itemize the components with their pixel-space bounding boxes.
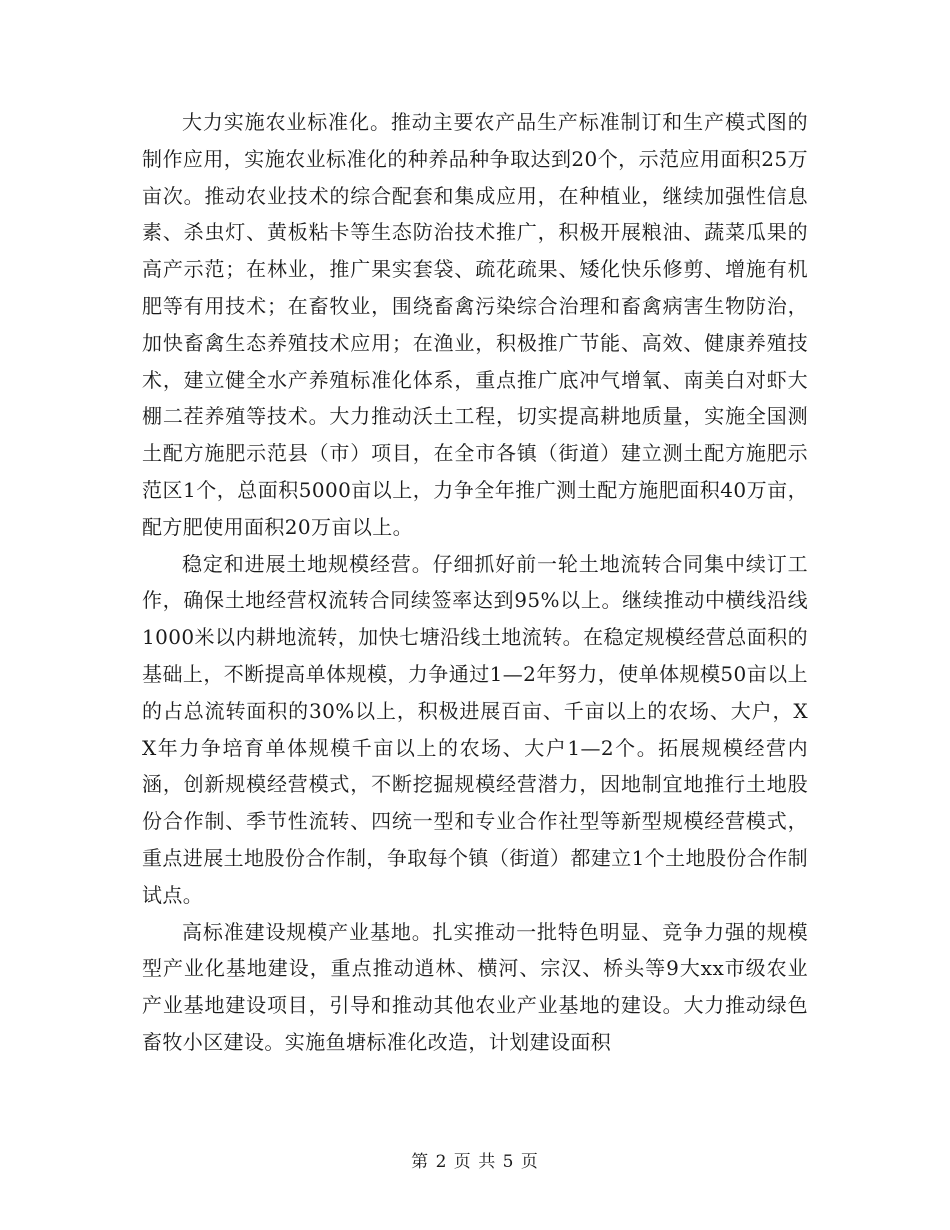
document-body [142, 104, 808, 1061]
paragraph-industrial-base: 高标准建设规模产业基地。扎实推动一批特色明显、竞争力强的规模型产业化基地建设，重点推动逍林、横河、宗汉、桥头等9大xx市级农业产业基地建设项目，引导和推动其他农业产业基地的建设。大力推动绿色畜牧小区建设。实施鱼塘标准化改造，计划建设面积 [142, 919, 808, 1054]
page-number-footer: 第 2 页 共 5 页 [411, 1152, 539, 1172]
paragraph-land-scale-operation: 稳定和进展土地规模经营。仔细抓好前一轮土地流转合同集中续订工作，确保土地经营权流转合同续签率达到95%以上。继续推动中横线沿线1000米以内耕地流转，加快七塘沿线土地流转。在稳定规模经营总面积的基础上，不断提高单体规模，力争通过1—2年努力，使单体规模50亩以上的占总流转面积的30%以上，积极进展百亩、千亩以上的农场、大户，XX年力争培育单体规模千亩以上的农场、大户1—2个。拓展规模经营内涵，创新规模经营模式，不断挖掘规模经营潜力，因地制宜地推行土地股份合作制、季节性流转、四统一型和专业合作社型等新型规模经营模式，重点进展土地股份合作制，争取每个镇（街道）都建立1个土地股份合作制试点。 [142, 551, 808, 907]
paragraph-agri-standardization: 大力实施农业标准化。推动主要农产品生产标准制订和生产模式图的制作应用，实施农业标准化的种养品种争取达到20个，示范应用面积25万亩次。推动农业技术的综合配套和集成应用，在种植业，继续加强性信息素、杀虫灯、黄板粘卡等生态防治技术推广，积极开展粮油、蔬菜瓜果的高产示范；在林业，推广果实套袋、疏花疏果、矮化快乐修剪、增施有机肥等有用技术；在畜牧业，围绕畜禽污染综合治理和畜禽病害生物防治，加快畜禽生态养殖技术应用；在渔业，积极推广节能、高效、健康养殖技术，建立健全水产养殖标准化体系，重点推广底冲气增氧、南美白对虾大棚二茬养殖等技术。大力推动沃土工程，切实提高耕地质量，实施全国测土配方施肥示范县（市）项目，在全市各镇（街道）建立测土配方施肥示范区1个，总面积5000亩以上，力争全年推广测土配方施肥面积40万亩，配方肥使用面积20万亩以上。 [142, 110, 808, 539]
